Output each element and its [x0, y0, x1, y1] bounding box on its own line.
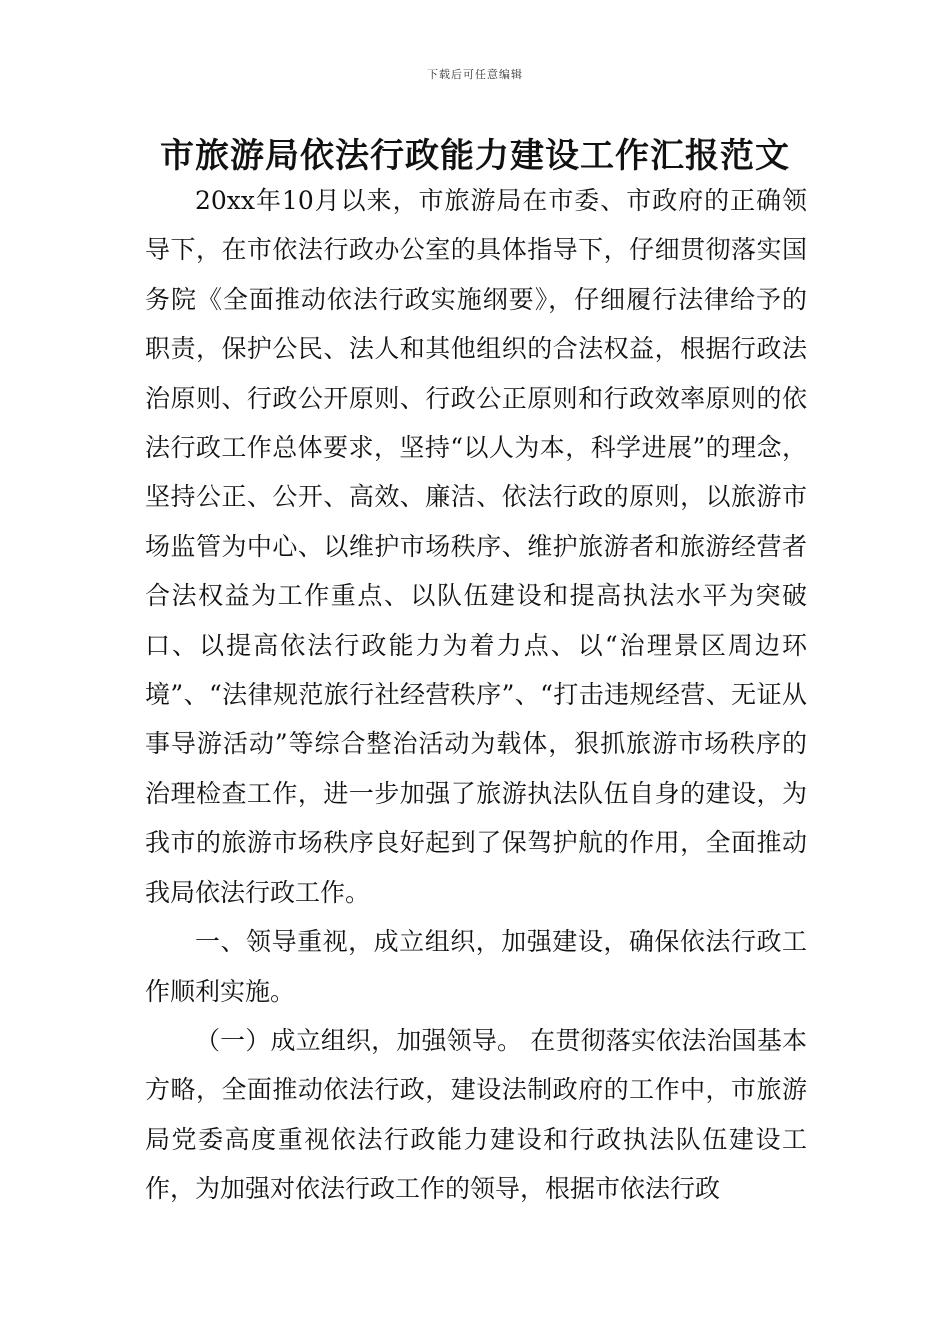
paragraph-intro: 20xx年10月以来，市旅游局在市委、市政府的正确领导下，在市依法行政办公室的具体指导下，仔细贯彻落实国务院《全面推动依法行政实施纲要》，仔细履行法律给予的职责，保护公民、法人和其他组织的合法权益，根据行政法治原则、行政公开原则、行政公正原则和行政效率原则的依法行政工作总体要求，坚持“以人为本，科学进展”的理念，坚持公正、公开、高效、廉洁、依法行政的原则，以旅游市场监管为中心、以维护市场秩序、维护旅游者和旅游经营者合法权益为工作重点、以队伍建设和提高执法水平为突破口、以提高依法行政能力为着力点、以“治理景区周边环境”、“法律规范旅行社经营秩序”、“打击违规经营、无证从事导游活动”等综合整治活动为载体，狠抓旅游市场秩序的治理检查工作，进一步加强了旅游执法队伍自身的建设，为我市的旅游市场秩序良好起到了保驾护航的作用，全面推动我局依法行政工作。 [145, 186, 807, 907]
section-heading-1: 一、领导重视，成立组织，加强建设，确保依法行政工作顺利实施。 [145, 927, 807, 1006]
header-note: 下载后可任意编辑 [427, 68, 523, 81]
document-body [145, 176, 807, 1214]
document-title: 市旅游局依法行政能力建设工作汇报范文 [160, 136, 790, 176]
paragraph-subsection-1: （一）成立组织，加强领导。 在贯彻落实依法治国基本方略，全面推动依法行政，建设法制政府的工作中，市旅游局党委高度重视依法行政能力建设和行政执法队伍建设工作，为加强对依法行政工作的领导，根据市依法行政 [145, 1025, 807, 1204]
